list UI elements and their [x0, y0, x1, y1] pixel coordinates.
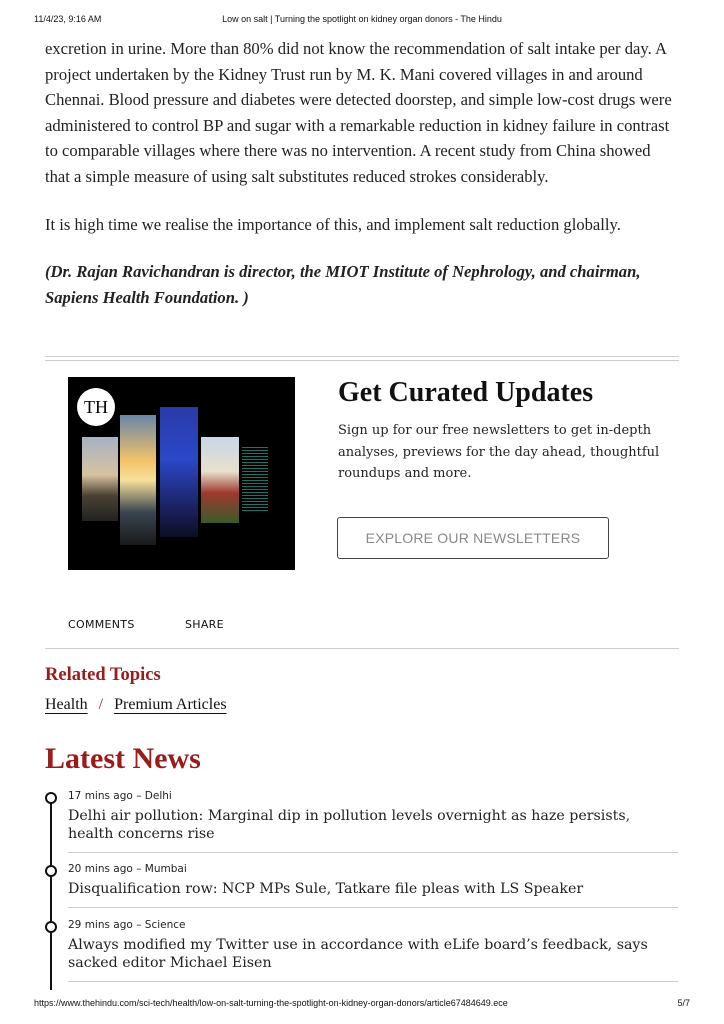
- image-strip-musician: [160, 407, 198, 537]
- news-item[interactable]: [68, 862, 678, 898]
- share-button[interactable]: SHARE: [185, 618, 224, 631]
- newsletter-promo-image: [68, 377, 295, 570]
- image-strip-monument: [82, 437, 118, 521]
- topic-separator: /: [98, 696, 104, 713]
- the-hindu-logo: TH: [77, 388, 115, 426]
- timeline-dot-icon: [45, 921, 57, 933]
- news-section: Mumbai: [144, 863, 187, 875]
- news-meta: [68, 918, 678, 932]
- print-page-number: 5/7: [677, 998, 690, 1008]
- timeline-line: [50, 796, 52, 990]
- related-topics-list: [45, 696, 227, 714]
- article-body: [45, 36, 679, 311]
- print-header: [0, 14, 724, 28]
- news-headline-link[interactable]: Disqualification row: NCP MPs Sule, Tatkare file pleas with LS Speaker: [68, 881, 584, 897]
- news-divider: [68, 907, 678, 908]
- image-strip-code: [242, 447, 268, 513]
- comments-button[interactable]: COMMENTS: [68, 618, 135, 631]
- print-footer: [0, 998, 724, 1012]
- news-time: 17 mins ago: [68, 790, 133, 802]
- news-time: 29 mins ago: [68, 919, 133, 931]
- topic-link-premium-articles[interactable]: Premium Articles: [114, 696, 227, 713]
- latest-news-heading: Latest News: [45, 742, 201, 775]
- news-meta-separator: –: [136, 919, 142, 931]
- image-strip-sunset: [120, 415, 156, 545]
- promo-title: Get Curated Updates: [338, 377, 594, 408]
- article-paragraph: It is high time we realise the importance of this, and implement salt reduction globally.: [45, 214, 621, 234]
- news-meta-separator: –: [136, 790, 142, 802]
- news-divider: [68, 852, 678, 853]
- news-section: Science: [144, 919, 186, 931]
- topic-link-health[interactable]: Health: [45, 696, 88, 713]
- promo-description: Sign up for our free newsletters to get in-depth analyses, previews for the day ahead, thoughtful roundups and more.: [338, 423, 660, 481]
- news-meta-separator: –: [136, 863, 142, 875]
- news-item[interactable]: [68, 789, 678, 843]
- news-section: Delhi: [144, 790, 172, 802]
- print-doc-title: Low on salt | Turning the spotlight on kidney organ donors - The Hindu: [222, 14, 502, 24]
- news-headline-link[interactable]: Always modified my Twitter use in accordance with eLife board’s feedback, says sacked editor Michael Eisen: [68, 937, 648, 971]
- article-paragraph: excretion in urine. More than 80% did not know the recommendation of salt intake per day. A project undertaken by the Kidney Trust run by M. K. Mani covered villages in and around Chennai. Blood pressure and diabetes were detected doorstep, and simple low-cost drugs were administered to control BP and sugar with a remarkable reduction in kidney failure in contrast to comparable villages where there was no intervention. A recent study from China showed that a simple measure of using salt substitutes reduced strokes considerably.: [45, 39, 672, 186]
- section-divider: [45, 356, 679, 361]
- news-time: 20 mins ago: [68, 863, 133, 875]
- news-meta: [68, 862, 678, 876]
- news-item[interactable]: [68, 918, 678, 972]
- print-datetime: 11/4/23, 9:16 AM: [34, 14, 102, 24]
- timeline-dot-icon: [45, 865, 57, 877]
- related-topics-heading: Related Topics: [45, 665, 161, 685]
- news-meta: [68, 789, 678, 803]
- explore-newsletters-button[interactable]: EXPLORE OUR NEWSLETTERS: [337, 517, 609, 559]
- actions-divider: [45, 648, 679, 649]
- news-divider: [68, 981, 678, 982]
- print-url: https://www.thehindu.com/sci-tech/health/low-on-salt-turning-the-spotlight-on-kidney-organ-donors/article67484649.ece: [34, 998, 508, 1008]
- author-byline: (Dr. Rajan Ravichandran is director, the MIOT Institute of Nephrology, and chairman, Sapiens Health Foundation. ): [45, 262, 641, 308]
- timeline-dot-icon: [45, 792, 57, 804]
- news-headline-link[interactable]: Delhi air pollution: Marginal dip in pollution levels overnight as haze persists, health concerns rise: [68, 808, 631, 842]
- image-strip-building: [201, 437, 239, 523]
